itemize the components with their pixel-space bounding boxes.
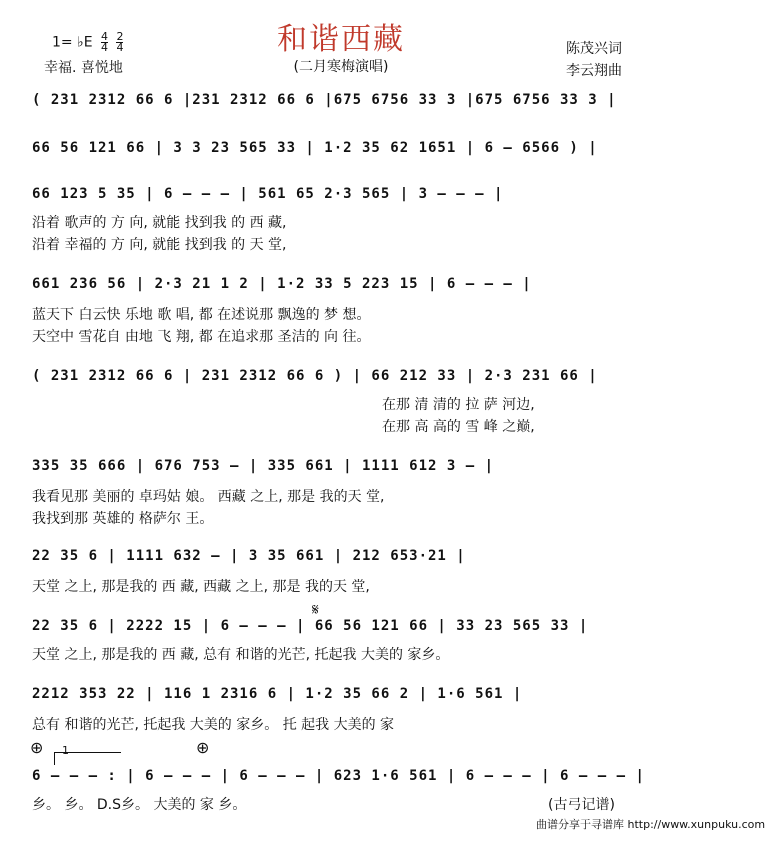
first-ending-label: 1	[62, 744, 69, 757]
system-4-lyric-2: 天空中 雪花自 由地 飞 翔, 都 在追求那 圣洁的 向 往。	[32, 329, 371, 345]
key-text: 1= ♭E	[52, 34, 93, 51]
system-7-lyric-1: 天堂 之上, 那是我的 西 藏, 西藏 之上, 那是 我的天 堂,	[32, 579, 370, 595]
system-4-lyric-1: 蓝天下 白云快 乐地 歌 唱, 都 在述说那 飘逸的 梦 想。	[32, 307, 371, 323]
time-sig-2-num: 2	[116, 30, 124, 43]
time-sig-2-den: 4	[116, 41, 124, 54]
transcriber-note: (古弓记谱)	[548, 797, 615, 813]
system-3-lyric-1: 沿着 歌声的 方 向, 就能 找到我 的 西 藏,	[32, 215, 287, 231]
system-8-notes: 22 35 6 | 2222 15 | 6 – – – | 66 56 121 66 | 33 23 565 33 |	[32, 618, 589, 634]
system-9-lyric-1: 总有 和谐的光芒, 托起我 大美的 家乡。 托 起我 大美的 家	[32, 717, 395, 733]
system-8-lyric-1: 天堂 之上, 那是我的 西 藏, 总有 和谐的光芒, 托起我 大美的 家乡。	[32, 647, 450, 663]
time-signature-2	[116, 32, 123, 53]
system-9-notes: 2212 353 22 | 116 1 2316 6 | 1·2 35 66 2 | 1·6 561 |	[32, 686, 523, 702]
system-1-notes: ( 231 2312 66 6 |231 2312 66 6 |675 6756 33 3 |675 6756 33 3 |	[32, 92, 617, 108]
song-title: 和谐西藏	[277, 22, 405, 57]
time-sig-1-num: 4	[101, 30, 108, 43]
mood-marking: 幸福. 喜悦地	[44, 60, 123, 76]
system-5-lyric-1: 在那 清 清的 拉 萨 河边,	[382, 397, 535, 413]
time-sig-1-den: 4	[101, 41, 108, 54]
performer-note: (二月寒梅演唱)	[293, 59, 389, 75]
system-10-lyric-1: 乡。 乡。 D.S乡。 大美的 家 乡。	[32, 797, 247, 813]
coda-sign-left: ⊕	[30, 738, 44, 757]
time-signature-1	[101, 32, 108, 53]
system-4-notes: 661 236 56 | 2·3 21 1 2 | 1·2 33 5 223 15 | 6 – – – |	[32, 276, 532, 292]
system-6-lyric-1: 我看见那 美丽的 卓玛姑 娘。 西藏 之上, 那是 我的天 堂,	[32, 489, 385, 505]
system-3-lyric-2: 沿着 幸福的 方 向, 就能 找到我 的 天 堂,	[32, 237, 287, 253]
system-2-notes: 66 56 121 66 | 3 3 23 565 33 | 1·2 35 62 1651 | 6 – 6566 ) |	[32, 140, 598, 156]
key-signature	[52, 32, 123, 53]
segno-sign: 𝄋	[312, 600, 319, 619]
first-ending-bracket	[54, 752, 121, 765]
system-10-notes: 6 – – – : | 6 – – – | 6 – – – | 623 1·6 561 | 6 – – – | 6 – – – |	[32, 768, 645, 784]
coda-sign-right: ⊕	[196, 738, 210, 757]
system-7-notes: 22 35 6 | 1111 632 – | 3 35 661 | 212 653·21 |	[32, 548, 466, 564]
composer: 李云翔曲	[566, 63, 622, 79]
system-3-notes: 66 123 5 35 | 6 – – – | 561 65 2·3 565 | 3 – – – |	[32, 186, 504, 202]
source-footer[interactable]: 曲谱分享于寻谱库 http://www.xunpuku.com	[536, 818, 765, 831]
system-6-notes: 335 35 666 | 676 753 – | 335 661 | 1111 612 3 – |	[32, 458, 495, 474]
system-6-lyric-2: 我找到那 英雄的 格萨尔 王。	[32, 511, 214, 527]
system-5-notes: ( 231 2312 66 6 | 231 2312 66 6 ) | 66 212 33 | 2·3 231 66 |	[32, 368, 598, 384]
lyricist: 陈茂兴词	[566, 41, 622, 57]
system-5-lyric-2: 在那 高 高的 雪 峰 之巅,	[382, 419, 535, 435]
